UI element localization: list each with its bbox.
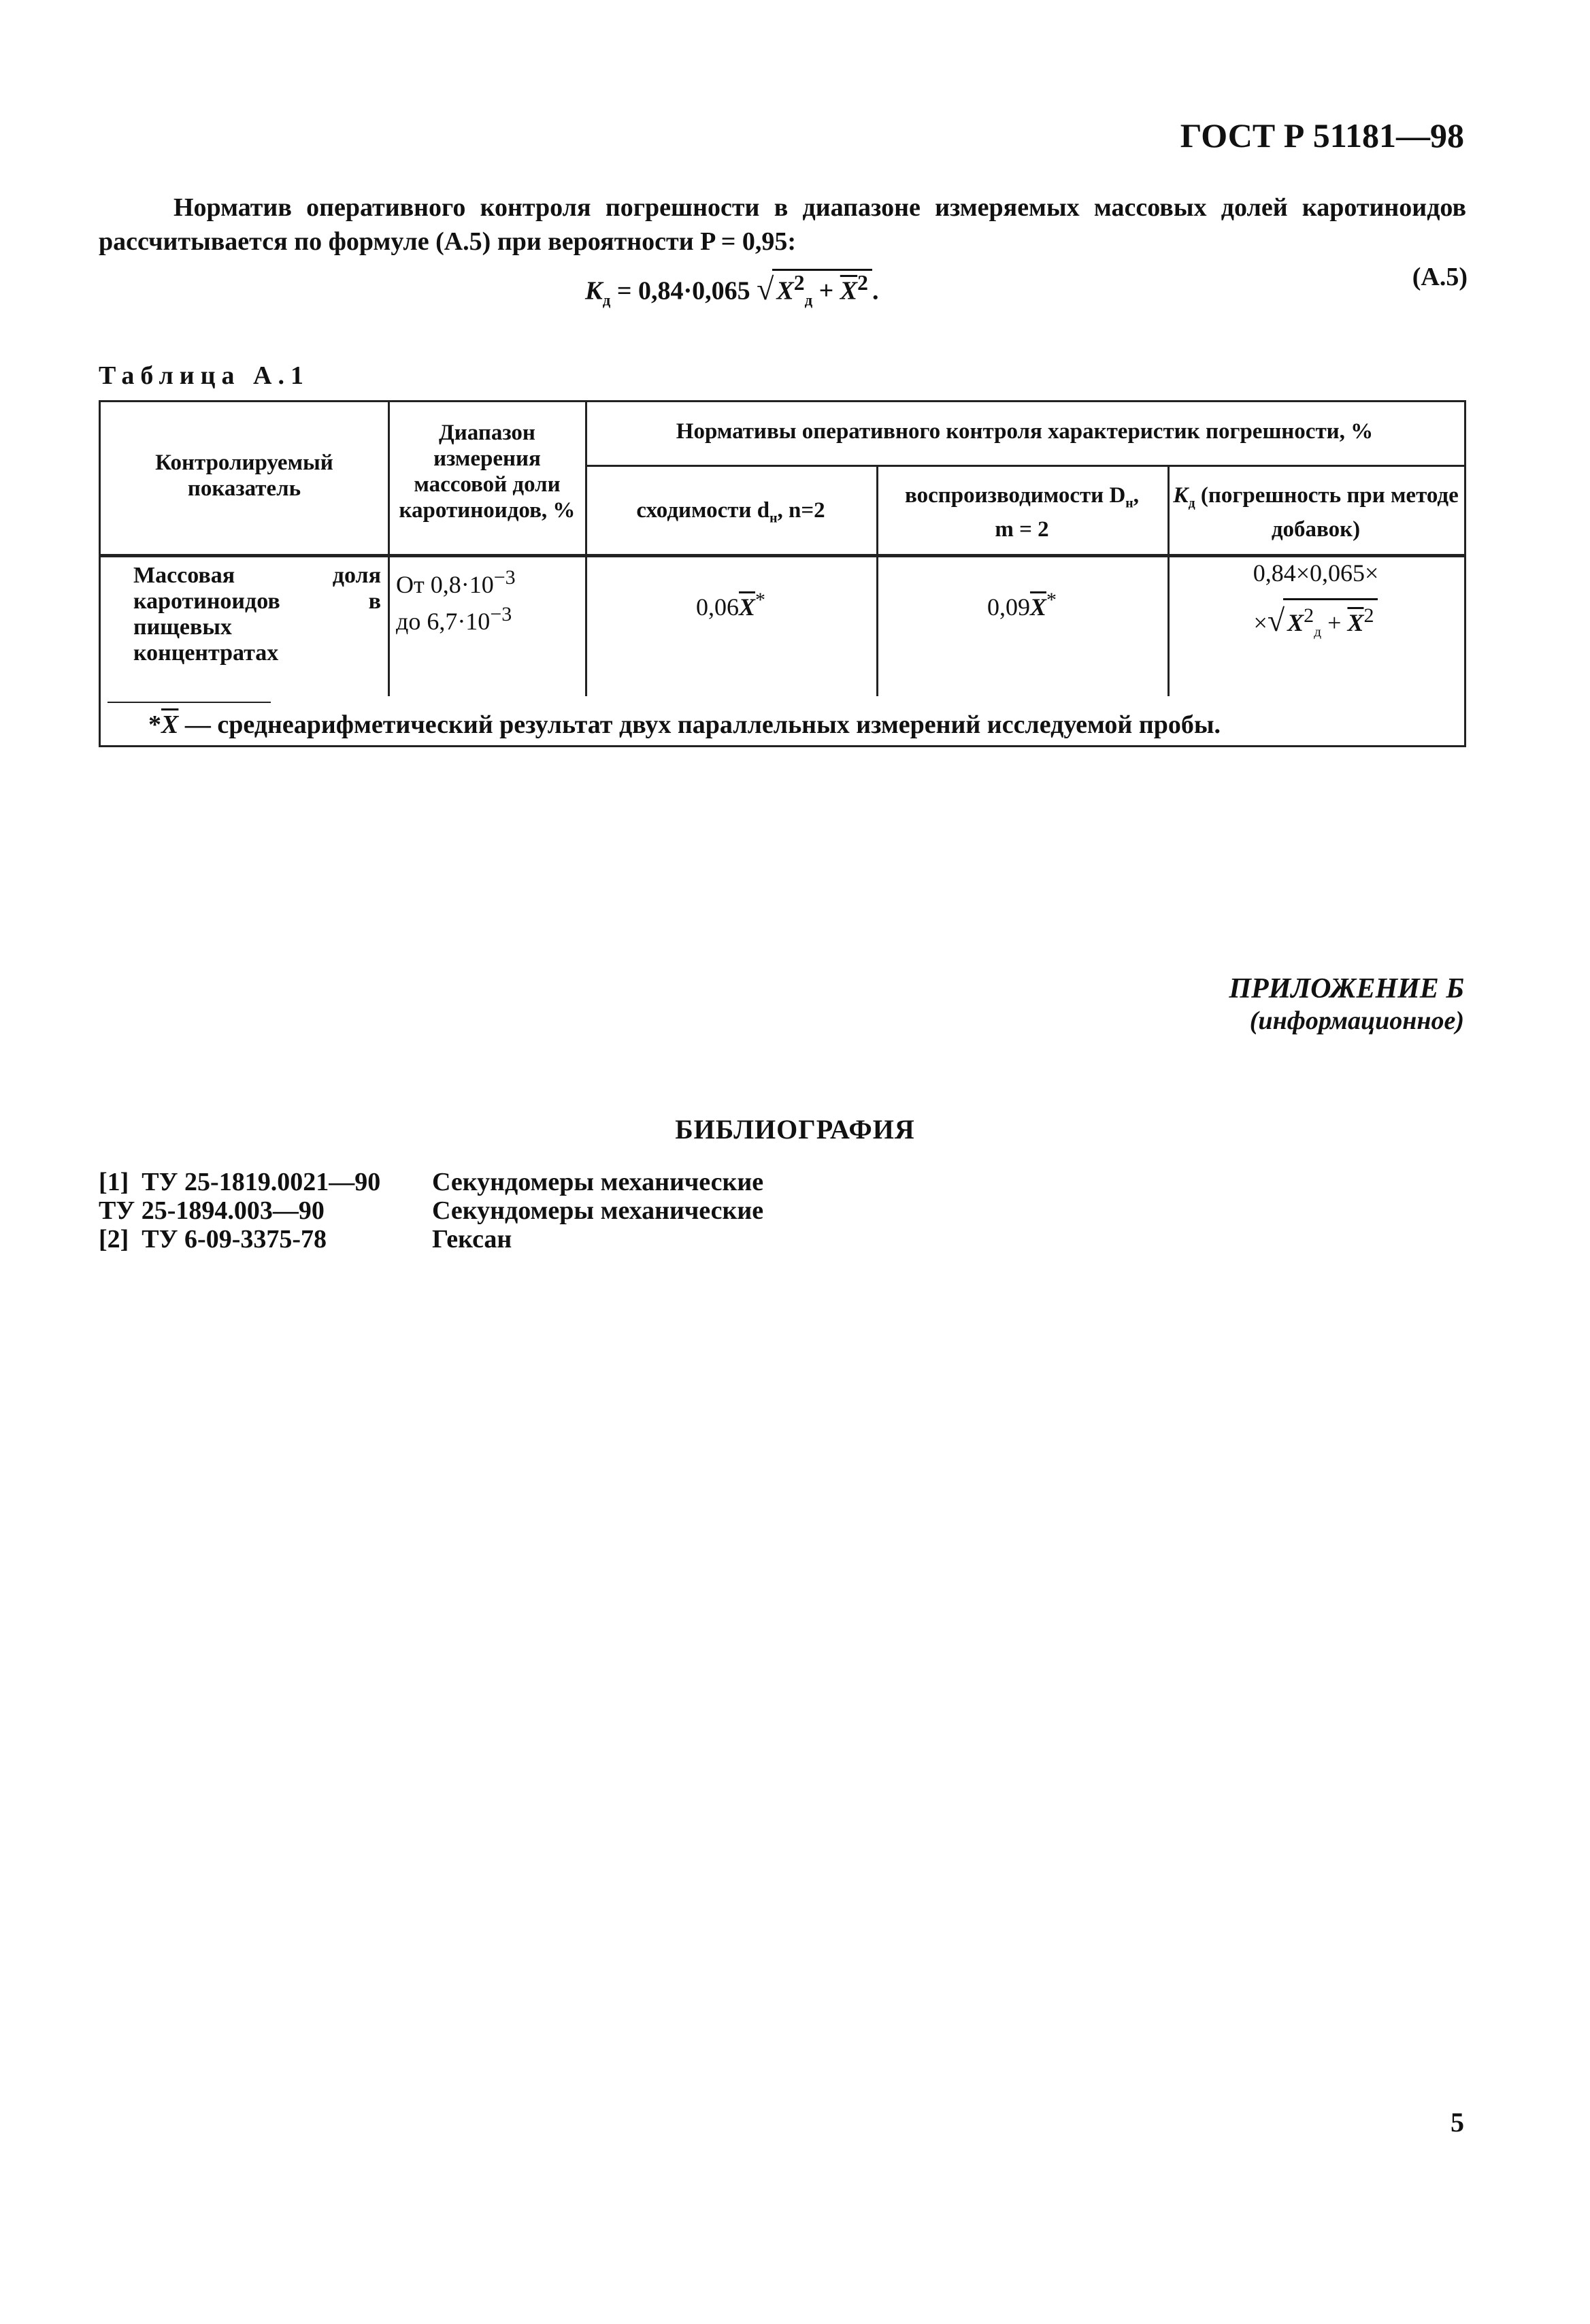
bibliography-ref: [2] ТУ 6-09-3375-78 xyxy=(99,1225,327,1254)
header-reproducibility xyxy=(882,482,1162,542)
header-norms: Нормативы оперативного контроля характеристик погрешности, % xyxy=(676,419,1374,444)
row-k-x2-sup: 2 xyxy=(1363,604,1374,627)
intro-paragraph xyxy=(99,191,1466,259)
intro-line-2: рассчитывается по формуле (А.5) при вероятности P = 0,95: xyxy=(99,227,797,256)
formula-plus: + xyxy=(812,276,840,306)
row-reproducibility xyxy=(882,587,1162,620)
row-range-from: От 0,8·10 xyxy=(396,571,494,598)
row-range-to: до 6,7·10 xyxy=(396,608,491,635)
header-reproducibility-sub: н xyxy=(1125,495,1133,511)
bibliography-entry xyxy=(99,1168,763,1196)
row-k-line1: 0,84×0,065× xyxy=(1253,559,1379,587)
header-k-sub: д xyxy=(1188,495,1195,511)
formula-x2-sup: 2 xyxy=(857,271,868,295)
table-vline-2 xyxy=(585,402,587,696)
footnote-x: Х xyxy=(161,710,179,739)
row-range-to-exp: −3 xyxy=(490,603,512,625)
bibliography-ref: ТУ 25-1894.003—90 xyxy=(99,1196,325,1225)
row-k xyxy=(1173,557,1459,647)
row-convergence xyxy=(591,587,871,620)
bibliography-entry xyxy=(99,1196,763,1225)
row-range-from-exp: −3 xyxy=(493,566,516,589)
bibliography-title: Секундомеры механические xyxy=(432,1168,764,1196)
header-convergence-tail: , n=2 xyxy=(777,498,825,523)
sqrt-icon: √ xyxy=(1267,603,1285,638)
row-reproducibility-star: * xyxy=(1046,589,1057,611)
header-indicator: Контролируемый показатель xyxy=(155,451,333,501)
table-hline-sub xyxy=(585,465,1464,467)
formula-reference: (А.5) xyxy=(1412,263,1468,291)
formula-x1-sup: 2 xyxy=(793,271,805,295)
header-reproducibility-line2: m = 2 xyxy=(995,517,1049,542)
bibliography-heading: БИБЛИОГРАФИЯ xyxy=(675,1114,915,1145)
formula-coeff: = 0,84·0,065 xyxy=(610,276,757,306)
header-convergence-label: сходимости d xyxy=(636,498,770,523)
footnote-text: — среднеарифметический результат двух параллельных измерений исследуемой пробы. xyxy=(178,710,1221,739)
row-k-x1-sub: д xyxy=(1314,623,1322,640)
header-k xyxy=(1173,482,1459,542)
row-range xyxy=(396,563,582,636)
bibliography-ref: [1] ТУ 25-1819.0021—90 xyxy=(99,1168,381,1196)
table-caption: Таблица А.1 xyxy=(99,361,310,390)
formula-lhs: К xyxy=(585,276,603,306)
page-number: 5 xyxy=(1451,2107,1464,2138)
header-reproducibility-label: воспроизводимости D xyxy=(905,483,1126,508)
row-indicator: Массовая доля каротиноидов в пищевых концентратах xyxy=(133,563,381,666)
table-a1 xyxy=(99,400,1466,747)
header-convergence-sub: н xyxy=(769,510,778,526)
row-reproducibility-coef: 0,09 xyxy=(987,593,1030,621)
row-k-x1-sup: 2 xyxy=(1304,604,1314,627)
header-k-tail: (погрешность при методе добавок) xyxy=(1195,483,1459,542)
bibliography-title: Гексан xyxy=(432,1225,512,1254)
header-reproducibility-tail: , xyxy=(1133,483,1139,508)
row-k-radicand xyxy=(1283,598,1378,647)
row-k-x2: Х xyxy=(1347,609,1364,636)
appendix-subtitle: (информационное) xyxy=(1249,1006,1464,1035)
row-k-plus: + xyxy=(1321,609,1348,636)
bibliography-entry xyxy=(99,1225,512,1254)
row-convergence-star: * xyxy=(755,589,765,611)
formula-a5 xyxy=(585,269,878,309)
formula-end: . xyxy=(872,276,879,306)
formula-x2: Х xyxy=(840,276,858,306)
formula-lhs-sub: д xyxy=(602,291,611,309)
formula-x1-sub: д xyxy=(804,291,813,309)
header-k-symbol: К xyxy=(1173,483,1189,508)
table-vline-1 xyxy=(388,402,390,696)
table-vline-4 xyxy=(1167,465,1170,696)
bibliography-title: Секундомеры механические xyxy=(432,1196,764,1225)
row-reproducibility-x: Х xyxy=(1029,593,1046,621)
row-k-x1: Х xyxy=(1287,609,1304,636)
footnote-rule xyxy=(107,702,271,703)
intro-line-1: Норматив оперативного контроля погрешности в диапазоне измеряемых массовых долей каротиноидов xyxy=(173,193,1466,222)
document-code: ГОСТ Р 51181—98 xyxy=(1180,116,1464,154)
header-convergence xyxy=(591,497,871,531)
sqrt-icon: √ xyxy=(757,271,774,306)
header-range: Диапазон измерения массовой доли каротиноидов, % xyxy=(399,421,576,523)
formula-radicand xyxy=(772,269,872,309)
table-footnote xyxy=(148,710,1455,740)
footnote-star: * xyxy=(148,710,161,739)
formula-x1: Х xyxy=(776,276,794,306)
row-convergence-x: Х xyxy=(738,593,755,621)
row-k-line2 xyxy=(1173,598,1459,647)
row-k-times: × xyxy=(1253,609,1268,636)
appendix-title: ПРИЛОЖЕНИЕ Б xyxy=(1229,973,1464,1004)
table-vline-3 xyxy=(876,465,878,696)
row-convergence-coef: 0,06 xyxy=(695,593,739,621)
